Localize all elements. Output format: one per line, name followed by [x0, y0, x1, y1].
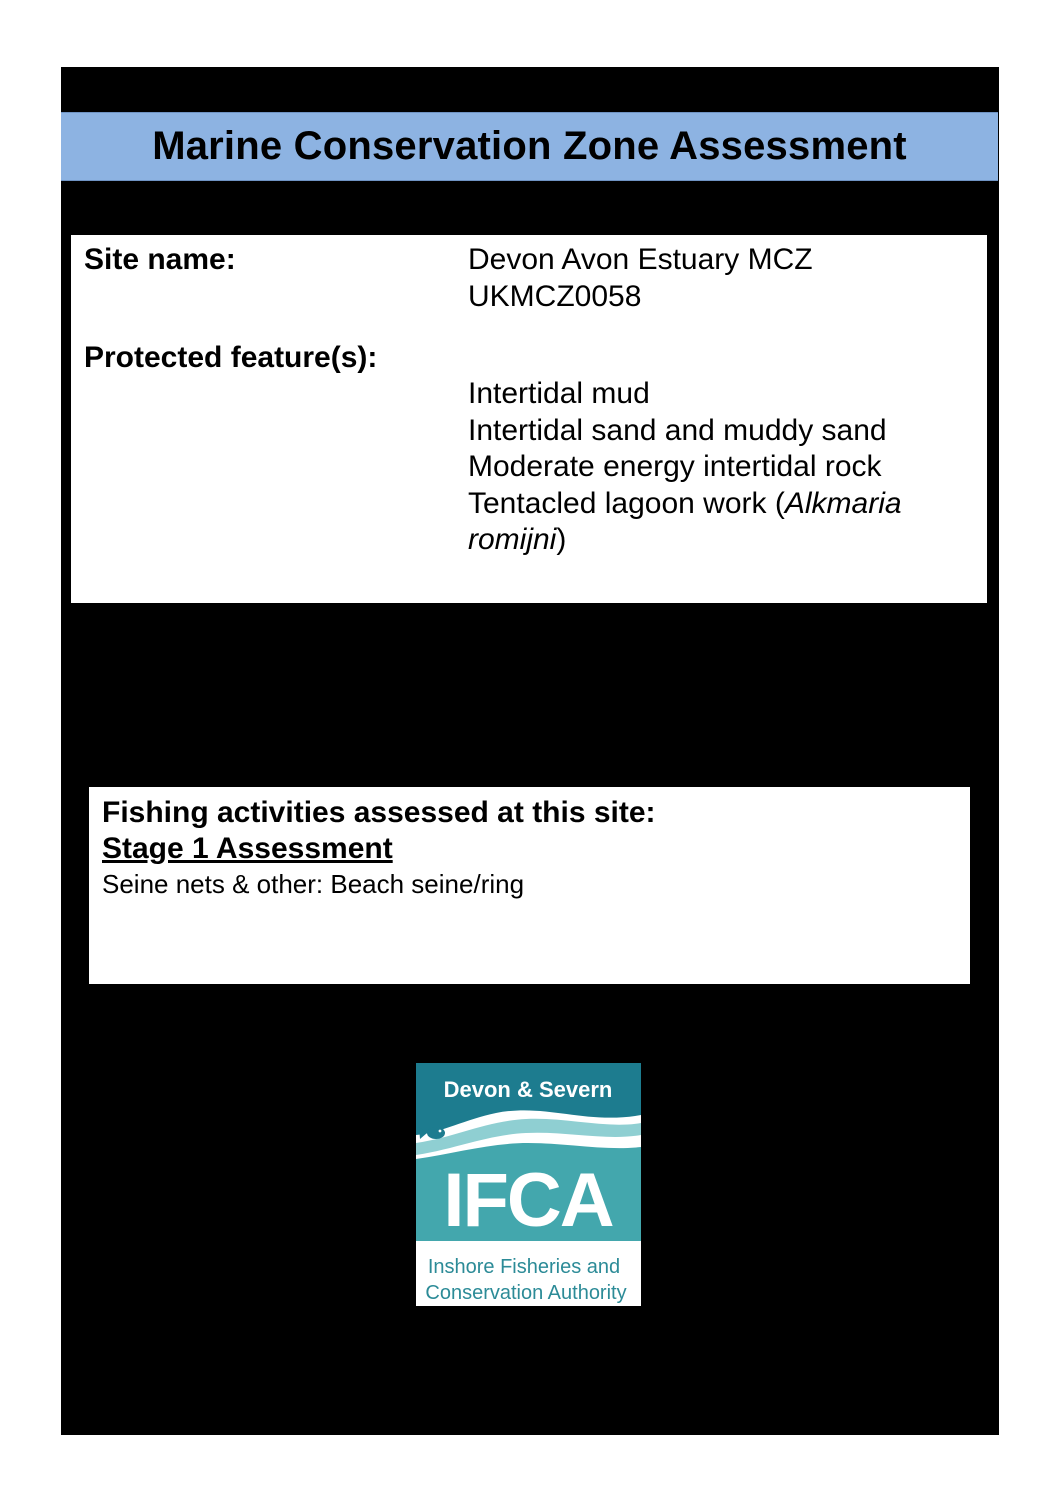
feature-item: Intertidal sand and muddy sand — [468, 413, 887, 447]
feature-text: Tentacled lagoon work ( — [468, 486, 785, 520]
site-name-text: Devon Avon Estuary MCZ — [468, 243, 813, 276]
site-details-box — [71, 235, 987, 603]
species-name-italic: Alkmaria — [784, 486, 902, 520]
site-code-text: UKMCZ0058 — [468, 279, 642, 313]
logo-line-1: Inshore Fisheries and — [427, 1256, 621, 1278]
logo-line-2: Conservation Authority — [425, 1282, 627, 1304]
feature-text: ) — [556, 523, 567, 556]
logo-acronym: IFCA — [443, 1158, 613, 1243]
protected-features-label: Protected feature(s): — [84, 341, 378, 374]
feature-item — [468, 486, 968, 523]
title-band — [61, 112, 998, 181]
fishing-heading: Fishing activities assessed at this site: — [102, 796, 656, 829]
site-name-value — [468, 242, 968, 315]
fishing-activity: Seine nets & other: Beach seine/ring — [102, 869, 525, 899]
ifca-logo-graphic — [416, 1063, 641, 1306]
ifca-logo — [416, 1063, 641, 1306]
feature-item: Moderate energy intertidal rock — [468, 450, 882, 483]
species-name-italic: romijni — [468, 523, 557, 556]
logo-top-text: Devon & Severn — [443, 1077, 613, 1102]
stage-heading: Stage 1 Assessment — [102, 832, 393, 865]
site-name-label: Site name: — [84, 243, 236, 276]
feature-item: Intertidal mud — [468, 377, 650, 410]
protected-features-list — [468, 376, 968, 559]
feature-item-continued — [468, 522, 968, 559]
fishing-activities-box — [89, 787, 970, 984]
page-title: Marine Conservation Zone Assessment — [152, 124, 907, 168]
